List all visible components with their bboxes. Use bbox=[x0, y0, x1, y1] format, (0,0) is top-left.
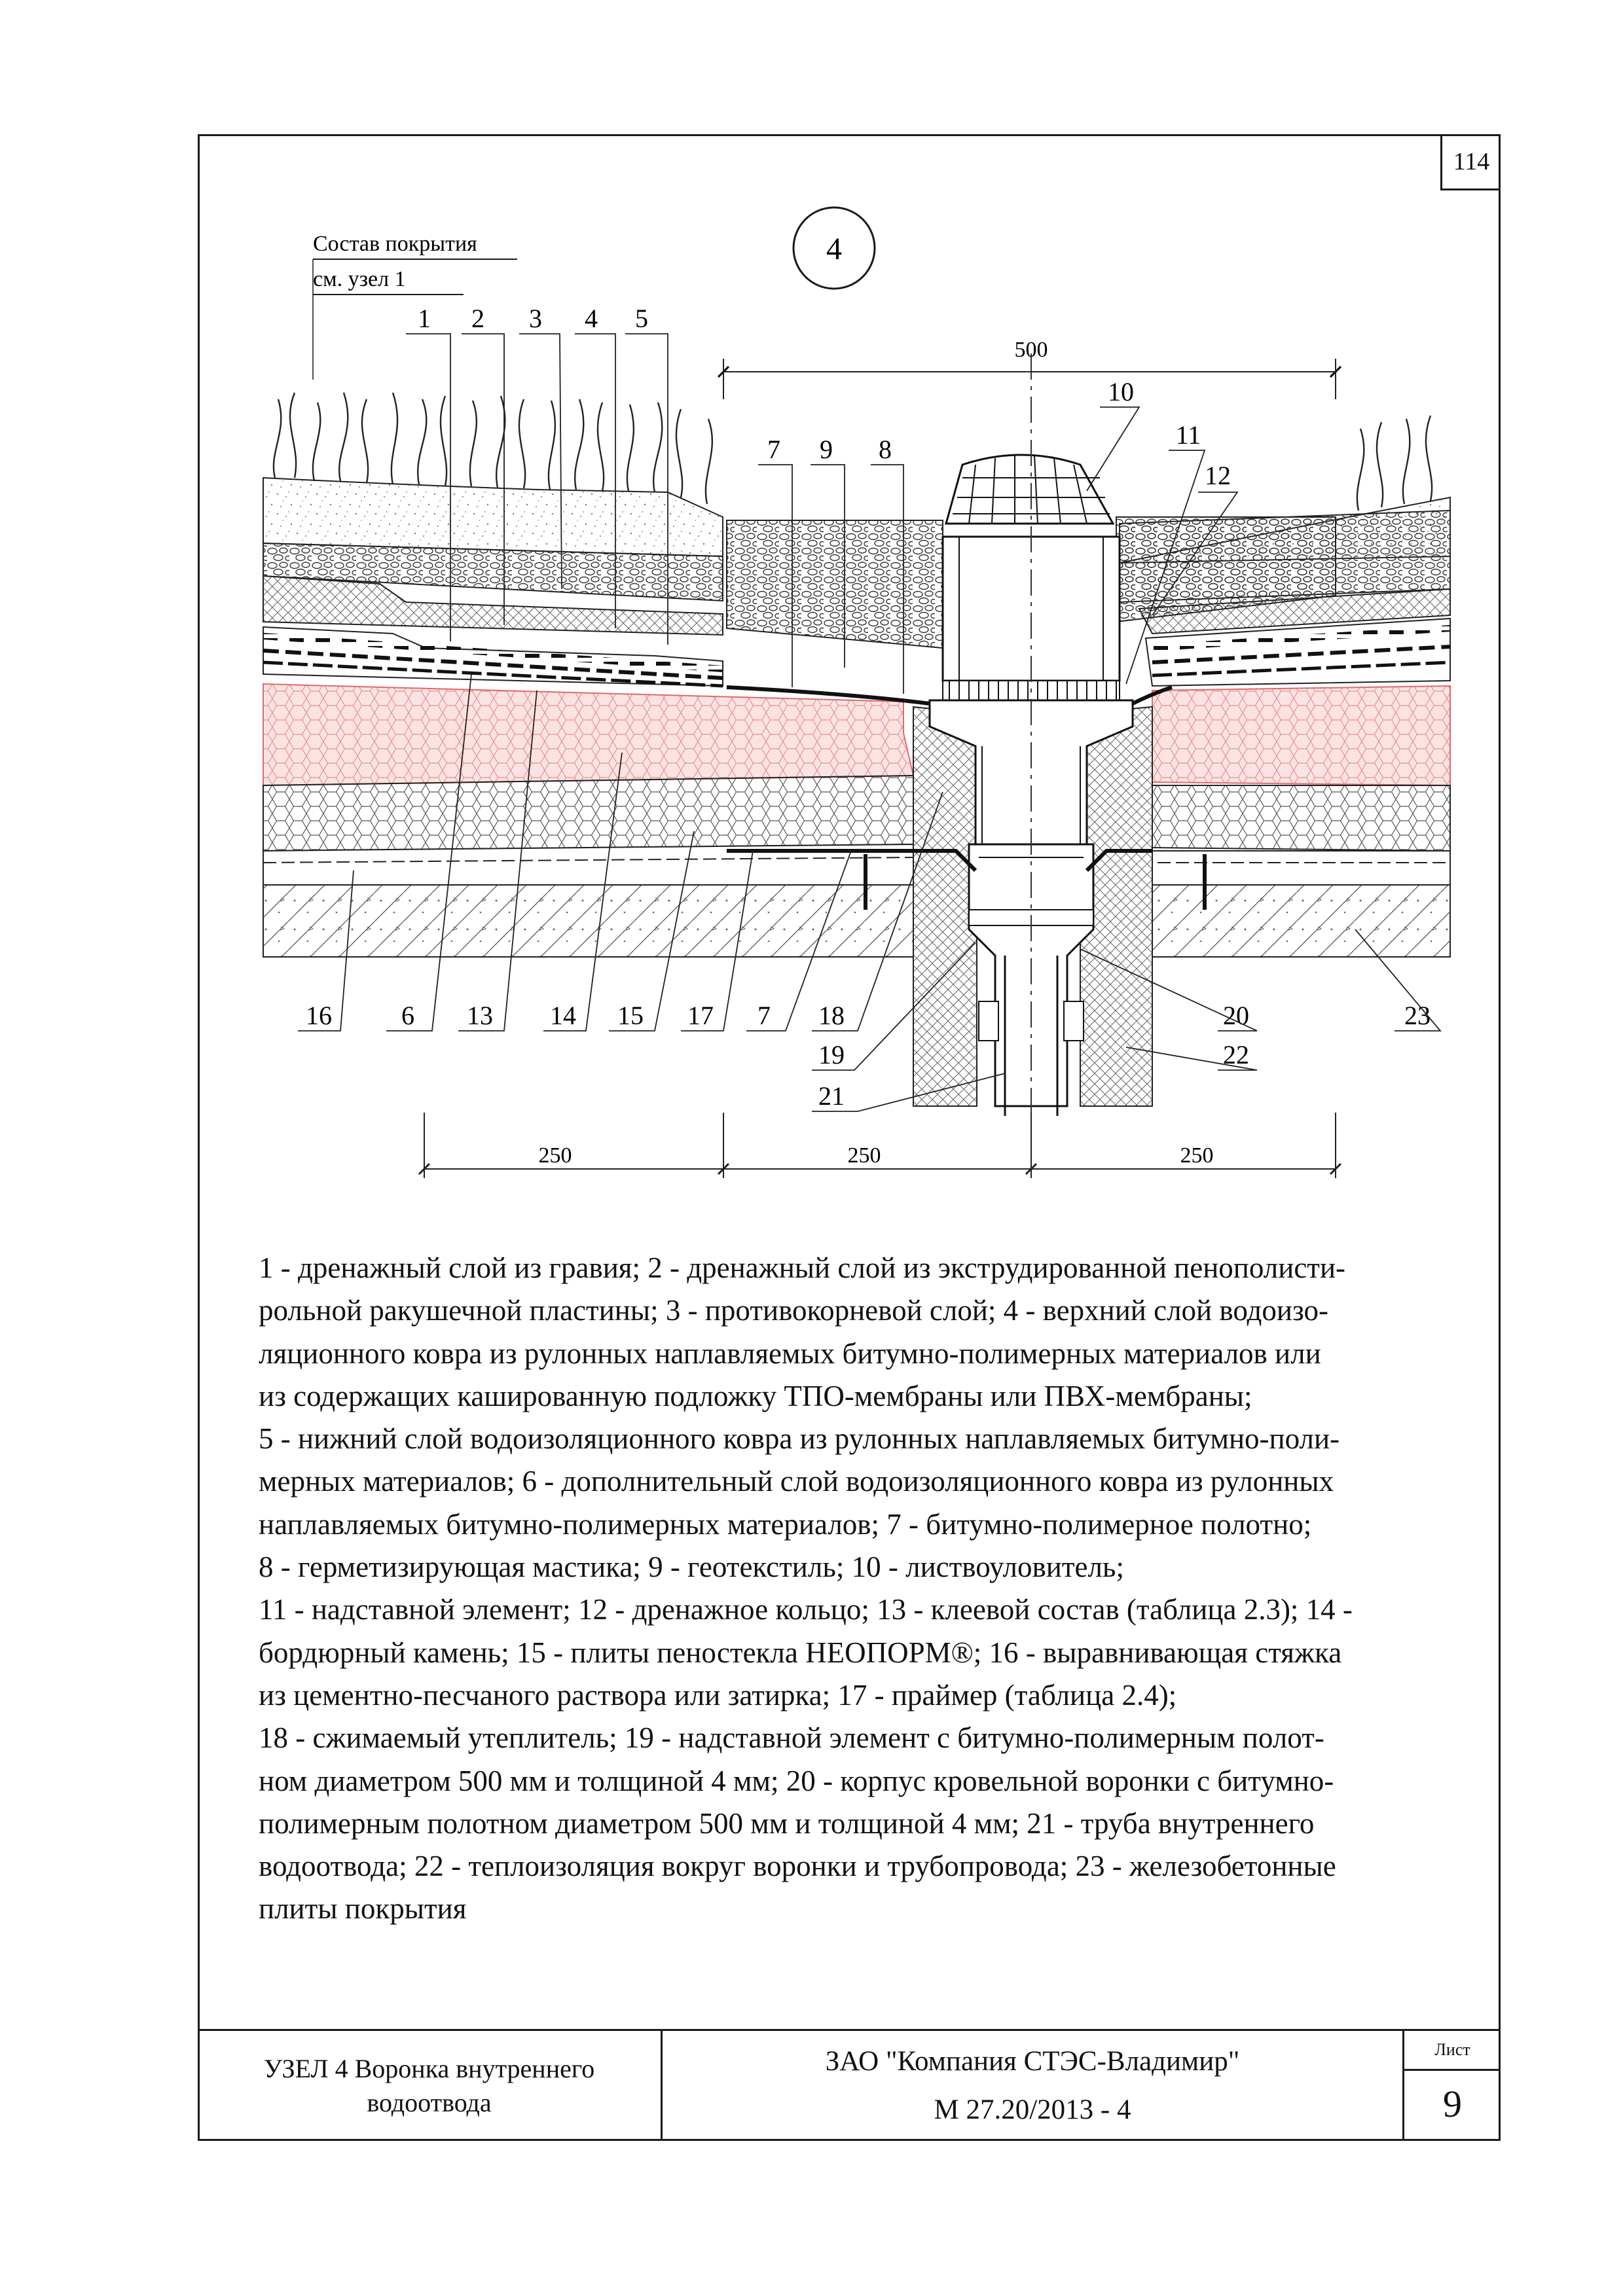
legend-line: наплавляемых битумно-полимерных материалов; 7 - битумно-полимерное полотно; bbox=[259, 1507, 1312, 1541]
stamp-sheet-label: Лист bbox=[1404, 2031, 1501, 2071]
node-number: 4 bbox=[826, 232, 842, 266]
callout-7-top: 7 bbox=[767, 435, 780, 464]
legend-line: рольной ракушечной пластины; 3 - противокорневой слой; 4 - верхний слой водоизо- bbox=[259, 1294, 1328, 1327]
stamp-title-line2: водоотвода bbox=[367, 2088, 492, 2117]
callout-18: 18 bbox=[818, 1001, 845, 1030]
stamp-organization-block bbox=[663, 2031, 1402, 2141]
stamp-organization: ЗАО "Компания СТЭС-Владимир" bbox=[825, 2046, 1240, 2077]
legend-line: из содержащих кашированную подложку ТПО-мембраны или ПВХ-мембраны; bbox=[259, 1379, 1252, 1412]
cover-note-line1: Состав покрытия bbox=[313, 232, 477, 256]
callout-11: 11 bbox=[1175, 420, 1201, 450]
dimension-250-left: 250 bbox=[538, 1143, 572, 1168]
legend bbox=[259, 1247, 1447, 1931]
callout-23: 23 bbox=[1404, 1001, 1431, 1030]
callout-21: 21 bbox=[818, 1081, 845, 1111]
callout-2: 2 bbox=[471, 304, 484, 333]
legend-line: 18 - сжимаемый утеплитель; 19 - надставной элемент с битумно-полимерным полот- bbox=[259, 1721, 1324, 1755]
title-block bbox=[198, 2029, 1501, 2141]
legend-line: 5 - нижний слой водоизоляционного ковра из рулонных наплавляемых битумно-поли- bbox=[259, 1422, 1340, 1456]
callout-8: 8 bbox=[879, 435, 892, 464]
tapered-insulation bbox=[263, 684, 913, 785]
legend-line: водоотвода; 22 - теплоизоляция вокруг воронки и трубопровода; 23 - железобетонные bbox=[259, 1850, 1336, 1883]
sheet-corner-number: 114 bbox=[1440, 134, 1501, 190]
cover-note bbox=[313, 232, 517, 380]
callout-1: 1 bbox=[418, 304, 431, 333]
dimension-250-middle: 250 bbox=[847, 1143, 881, 1168]
legend-line: полимерным полотном диаметром 500 мм и толщиной 4 мм; 21 - труба внутреннего bbox=[259, 1806, 1315, 1840]
dimension-bottom bbox=[419, 1113, 1341, 1178]
callout-12: 12 bbox=[1205, 461, 1231, 490]
callout-3: 3 bbox=[529, 304, 542, 333]
legend-line: мерных материалов; 6 - дополнительный слой водоизоляционного ковра из рулонных bbox=[259, 1465, 1334, 1498]
node-marker bbox=[793, 207, 875, 289]
legend-line: ном диаметром 500 мм и толщиной 4 мм; 20 - корпус кровельной воронки с битумно- bbox=[259, 1764, 1334, 1797]
callout-6: 6 bbox=[401, 1001, 414, 1030]
legend-line: 8 - герметизирующая мастика; 9 - геотекстиль; 10 - листвоуловитель; bbox=[259, 1551, 1124, 1584]
foam-glass-plates bbox=[263, 776, 913, 851]
callout-14: 14 bbox=[550, 1001, 576, 1030]
callout-20: 20 bbox=[1223, 1001, 1249, 1030]
legend-line: 11 - надставной элемент; 12 - дренажное кольцо; 13 - клеевой состав (таблица 2.3); 14 - bbox=[259, 1593, 1353, 1626]
callout-13: 13 bbox=[467, 1001, 493, 1030]
callout-22: 22 bbox=[1223, 1040, 1249, 1069]
dimension-500: 500 bbox=[1014, 338, 1048, 362]
callout-19: 19 bbox=[818, 1040, 845, 1069]
dimension-top bbox=[723, 338, 1336, 399]
stamp-document-code: М 27.20/2013 - 4 bbox=[934, 2094, 1131, 2125]
legend-line: бордюрный камень; 15 - плиты пеностекла НЕОПОРМ®; 16 - выравнивающая стяжка bbox=[259, 1636, 1342, 1669]
callout-7-bottom: 7 bbox=[757, 1001, 771, 1030]
callout-10: 10 bbox=[1108, 377, 1134, 406]
stamp-title-line1: УЗЕЛ 4 Воронка внутреннего bbox=[263, 2054, 595, 2083]
legend-line: ляционного ковра из рулонных наплавляемых битумно-полимерных материалов или bbox=[259, 1336, 1321, 1370]
stamp-title bbox=[198, 2031, 663, 2141]
pipe-seal bbox=[979, 1001, 998, 1041]
concrete-slab-right bbox=[1139, 885, 1450, 957]
stamp-sheet bbox=[1402, 2031, 1501, 2141]
callout-4: 4 bbox=[585, 304, 598, 333]
gravel-ring bbox=[727, 520, 943, 648]
stamp-sheet-number: 9 bbox=[1443, 2083, 1462, 2125]
callout-5: 5 bbox=[635, 304, 648, 333]
dimension-250-right: 250 bbox=[1180, 1143, 1214, 1168]
legend-line: 1 - дренажный слой из гравия; 2 - дренажный слой из экструдированной пенополисти- bbox=[259, 1251, 1346, 1284]
cover-note-line2: см. узел 1 bbox=[313, 267, 406, 291]
callout-17: 17 bbox=[687, 1001, 714, 1030]
callout-15: 15 bbox=[617, 1001, 644, 1030]
legend-line: плиты покрытия bbox=[259, 1892, 467, 1926]
callout-9: 9 bbox=[820, 435, 833, 464]
concrete-slab-left bbox=[263, 885, 913, 957]
callout-16: 16 bbox=[306, 1001, 332, 1030]
legend-line: из цементно-песчаного раствора или затирка; 17 - праймер (таблица 2.4); bbox=[259, 1678, 1177, 1712]
